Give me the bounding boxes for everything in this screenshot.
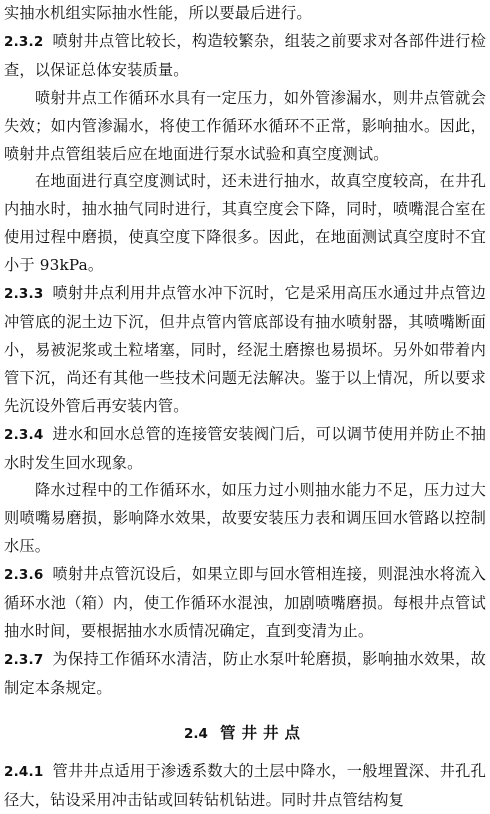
section-heading bbox=[4, 719, 486, 748]
clause-2-3-4 bbox=[4, 421, 486, 478]
clause-number: 2.3.2 bbox=[4, 33, 44, 50]
paragraph-continuation: 实抽水机组实际抽水性能，所以要最后进行。 bbox=[4, 4, 312, 22]
section-number: 2.4 bbox=[184, 725, 208, 742]
clause-text: 管井井点适用于渗透系数大的土层中降水，一般埋置深、井孔孔径大，钻设采用冲击钻或回转钻机钻进。同时井点管结构复 bbox=[4, 761, 486, 809]
clause-number: 2.4.1 bbox=[4, 763, 44, 780]
clause-text: 进水和回水总管的连接管安装阀门后，可以调节使用并防止不抽水时发生回水现象。 bbox=[4, 424, 486, 472]
clause-number: 2.3.7 bbox=[4, 651, 44, 668]
paragraph-circulating-water: 喷射井点工作循环水具有一定压力，如外管渗漏水，则井点管就会失效；如内管渗漏水，将使工作循环水循环不正常，影响抽水。因此，喷射井点管组装后应在地面进行泵水试验和真空度测试。 bbox=[4, 88, 486, 163]
clause-2-3-2 bbox=[4, 28, 486, 85]
clause-number: 2.3.4 bbox=[4, 426, 44, 443]
paragraph-vacuum-test: 在地面进行真空度测试时，还未进行抽水，故真空度较高，在井孔内抽水时，抽水抽气同时进行，其真空度会下降，同时，喷嘴混合室在使用过程中磨损，使真空度下降很多。因此，在地面测试真空度时不宜小于 93kPa。 bbox=[4, 172, 486, 275]
clause-2-3-7 bbox=[4, 646, 486, 703]
clause-text: 为保持工作循环水清洁，防止水泵叶轮磨损，影响抽水效果，故制定本条规定。 bbox=[4, 649, 486, 697]
clause-text: 喷射井点管比较长，构造较繁杂，组装之前要求对各部件进行检查，以保证总体安装质量。 bbox=[4, 31, 486, 79]
clause-2-4-1 bbox=[4, 758, 486, 814]
clause-2-3-6 bbox=[4, 561, 486, 646]
section-title: 管井井点 bbox=[219, 722, 306, 742]
clause-number: 2.3.3 bbox=[4, 286, 44, 303]
clause-number: 2.3.6 bbox=[4, 567, 44, 584]
clause-2-3-3 bbox=[4, 280, 486, 421]
paragraph-pressure-control: 降水过程中的工作循环水，如压力过小则抽水能力不足，压力过大则喷嘴易磨损，影响降水效果，故要安装压力表和调压回水管路以控制水压。 bbox=[4, 481, 486, 556]
clause-text: 喷射井点利用井点管水冲下沉时，它是采用高压水通过井点管边冲管底的泥土边下沉，但井点管内管底部设有抽水喷射器，其喷嘴断面小，易被泥浆或土粒堵塞，同时，经泥土磨擦也易损坏。另外如带着内管下沉，尚还有其他一些技术问题无法解决。鉴于以上情况，所以要求先沉设外管后再安装内管。 bbox=[4, 284, 486, 415]
clause-text: 喷射井点管沉设后，如果立即与回水管相连接，则混浊水将流入循环水池（箱）内，使工作循环水混浊，加剧喷嘴磨损。每根井点管试抽水时间，要根据抽水水质情况确定，直到变清为止。 bbox=[4, 565, 486, 640]
